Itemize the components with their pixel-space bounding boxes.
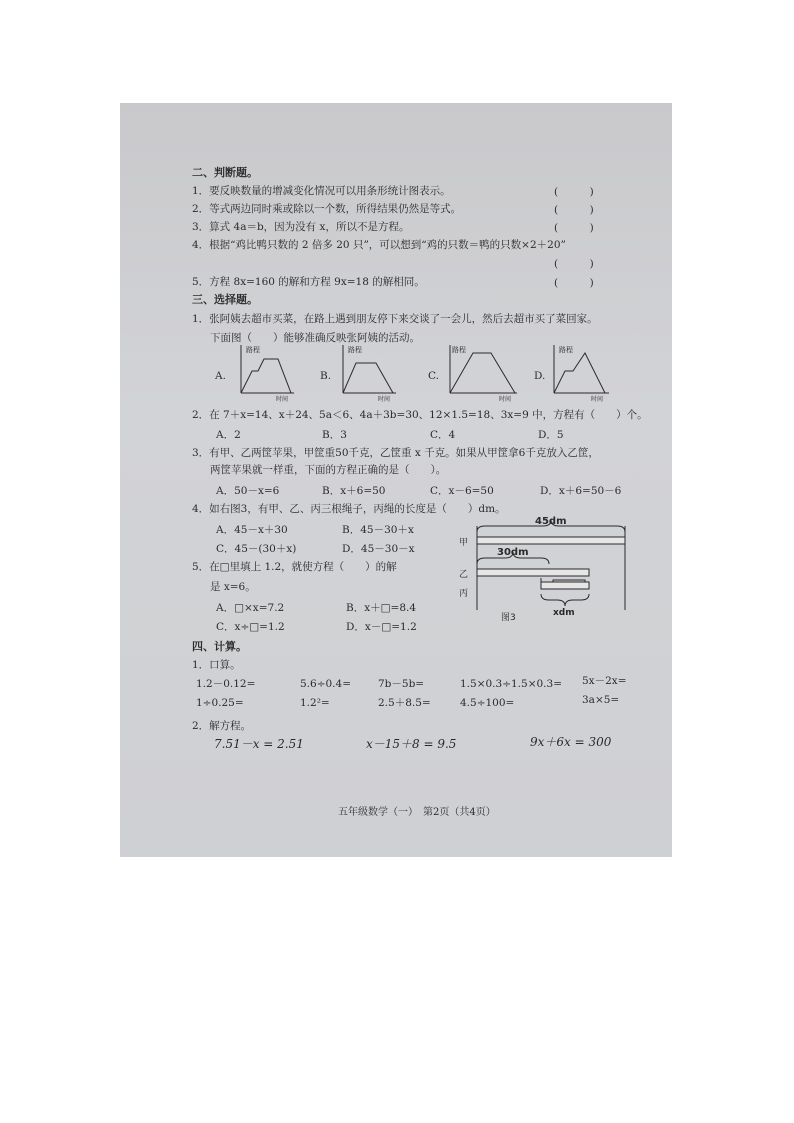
graph-option-a[interactable] [236, 341, 300, 403]
graph-option-d[interactable] [549, 341, 615, 403]
rope-jia-label: 甲 [459, 538, 469, 548]
q5-option-b[interactable]: B．x＋□=8.4 [346, 602, 417, 614]
q5-option-a[interactable]: A．□×x=7.2 [216, 602, 285, 614]
graph-c-y-label: 路程 [452, 346, 466, 354]
judge-item-3: 3．算式 4a＝b，因为没有 x，所以不是方程。 [192, 221, 410, 233]
answer-paren-4[interactable]: ( ) [554, 258, 594, 270]
graph-a-x-label: 时间 [276, 396, 289, 403]
q3-option-b[interactable]: B．x＋6=50 [322, 485, 386, 497]
figure-caption: 图3 [501, 613, 516, 623]
q4-option-a[interactable]: A．45－x＋30 [216, 524, 288, 536]
q5-text-line2: 是 x=6。 [210, 581, 256, 593]
rope-yi [477, 569, 589, 576]
equation-2: x－15＋8 = 9.5 [366, 737, 457, 751]
oral-2-2: 1.2²= [300, 697, 330, 709]
q2-option-c[interactable]: C．4 [430, 429, 456, 441]
graph-d-x-label: 时间 [591, 396, 604, 403]
graph-d-y-label: 路程 [559, 346, 573, 354]
q1-text-line1: 1．张阿姨去超市买菜，在路上遇到朋友停下来交谈了一会儿，然后去超市买了菜回家。 [192, 313, 598, 325]
q3-option-a[interactable]: A．50－x=6 [216, 485, 280, 497]
rope-figure [455, 516, 635, 621]
graph-b-y-label: 路程 [348, 346, 362, 354]
section3-heading: 三、选择题。 [192, 293, 258, 306]
q1-text-line2: 下面图（ ）能够准确反映张阿姨的活动。 [210, 332, 420, 344]
q3-text-line2: 两筐苹果就一样重，下面的方程正确的是（ ）。 [210, 464, 447, 476]
q5-option-c[interactable]: C．x÷□=1.2 [216, 621, 285, 633]
answer-paren-5[interactable]: ( ) [554, 277, 594, 289]
oral-2-4: 4.5÷100= [460, 697, 515, 709]
answer-paren-2[interactable]: ( ) [554, 204, 594, 216]
section4-heading: 四、计算。 [192, 640, 247, 653]
q2-text: 2．在 7＋x=14、x＋24、5a＜6、4a＋3b=30、12×1.5=18、3x=9 中，方程有（ ）个。 [192, 409, 648, 421]
q3-option-d[interactable]: D．x＋6=50－6 [540, 485, 622, 497]
oral-2-5: 3a×5= [582, 694, 620, 706]
q3-option-c[interactable]: C．x－6=50 [430, 485, 494, 497]
judge-item-1: 1．要反映数量的增减变化情况可以用条形统计图表示。 [192, 185, 451, 197]
len-30dm-label: 30dm [497, 547, 529, 558]
len-45dm-label: 45dm [535, 516, 567, 527]
oral-1-5: 5x－2x= [582, 675, 627, 687]
q5-text-line1: 5．在□里填上 1.2，就使方程（ ）的解 [192, 561, 397, 573]
q4-option-b[interactable]: B．45－30＋x [342, 524, 414, 536]
oral-1-3: 7b－5b= [378, 678, 425, 690]
oral-2-3: 2.5＋8.5= [378, 697, 431, 709]
judge-item-4: 4．根据“鸡比鸭只数的 2 倍多 20 只”，可以想到“鸡的只数＝鸭的只数×2＋20” [192, 239, 566, 251]
section2-heading: 二、判断题。 [192, 166, 258, 179]
q2-option-d[interactable]: D．5 [538, 429, 564, 441]
graph-a-y-label: 路程 [246, 346, 260, 354]
rope-yi-label: 乙 [459, 570, 469, 580]
oral-1-1: 1.2－0.12= [196, 678, 256, 690]
equation-1: 7.51－x = 2.51 [214, 737, 304, 751]
q2-option-a[interactable]: A．2 [216, 429, 241, 441]
page-footer: 五年级数学（一） 第2页（共4页） [338, 807, 496, 818]
oral-1-2: 5.6÷0.4= [300, 678, 351, 690]
graph-b-x-label: 时间 [378, 396, 391, 403]
graph-label-b: B. [320, 370, 332, 382]
judge-item-2: 2．等式两边同时乘或除以一个数，所得结果仍然是等式。 [192, 203, 462, 215]
q5-option-d[interactable]: D．x－□=1.2 [346, 621, 417, 633]
q3-text-line1: 3．有甲、乙两筐苹果，甲筐重50千克，乙筐重 x 千克。如果从甲筐拿6千克放入乙筐， [192, 447, 599, 459]
oral-heading: 1．口算。 [192, 659, 241, 671]
q4-text: 4．如右图3，有甲、乙、丙三根绳子，丙绳的长度是（ ）dm。 [192, 503, 506, 515]
rope-bing-label: 丙 [459, 589, 469, 599]
q4-option-c[interactable]: C．45－(30＋x) [216, 543, 297, 555]
graph-label-d: D. [534, 370, 546, 382]
rope-bing [541, 582, 589, 589]
judge-item-5: 5．方程 8x=160 的解和方程 9x=18 的解相同。 [192, 276, 425, 288]
equation-heading: 2．解方程。 [192, 720, 252, 732]
graph-label-a: A. [215, 370, 226, 382]
equation-3: 9x＋6x = 300 [530, 735, 612, 749]
answer-paren-3[interactable]: ( ) [554, 222, 594, 234]
q2-option-b[interactable]: B．3 [322, 429, 347, 441]
graph-c-x-label: 时间 [499, 396, 512, 403]
len-xdm-label: xdm [553, 608, 575, 618]
oral-2-1: 1÷0.25= [196, 697, 244, 709]
q4-option-d[interactable]: D．45－30－x [342, 543, 415, 555]
oral-1-4: 1.5×0.3÷1.5×0.3= [460, 678, 562, 690]
graph-option-c[interactable] [445, 341, 523, 403]
answer-paren-1[interactable]: ( ) [554, 186, 594, 198]
graph-label-c: C. [428, 370, 439, 382]
rope-jia [477, 537, 625, 544]
graph-option-b[interactable] [338, 341, 402, 403]
exam-page [120, 103, 672, 857]
